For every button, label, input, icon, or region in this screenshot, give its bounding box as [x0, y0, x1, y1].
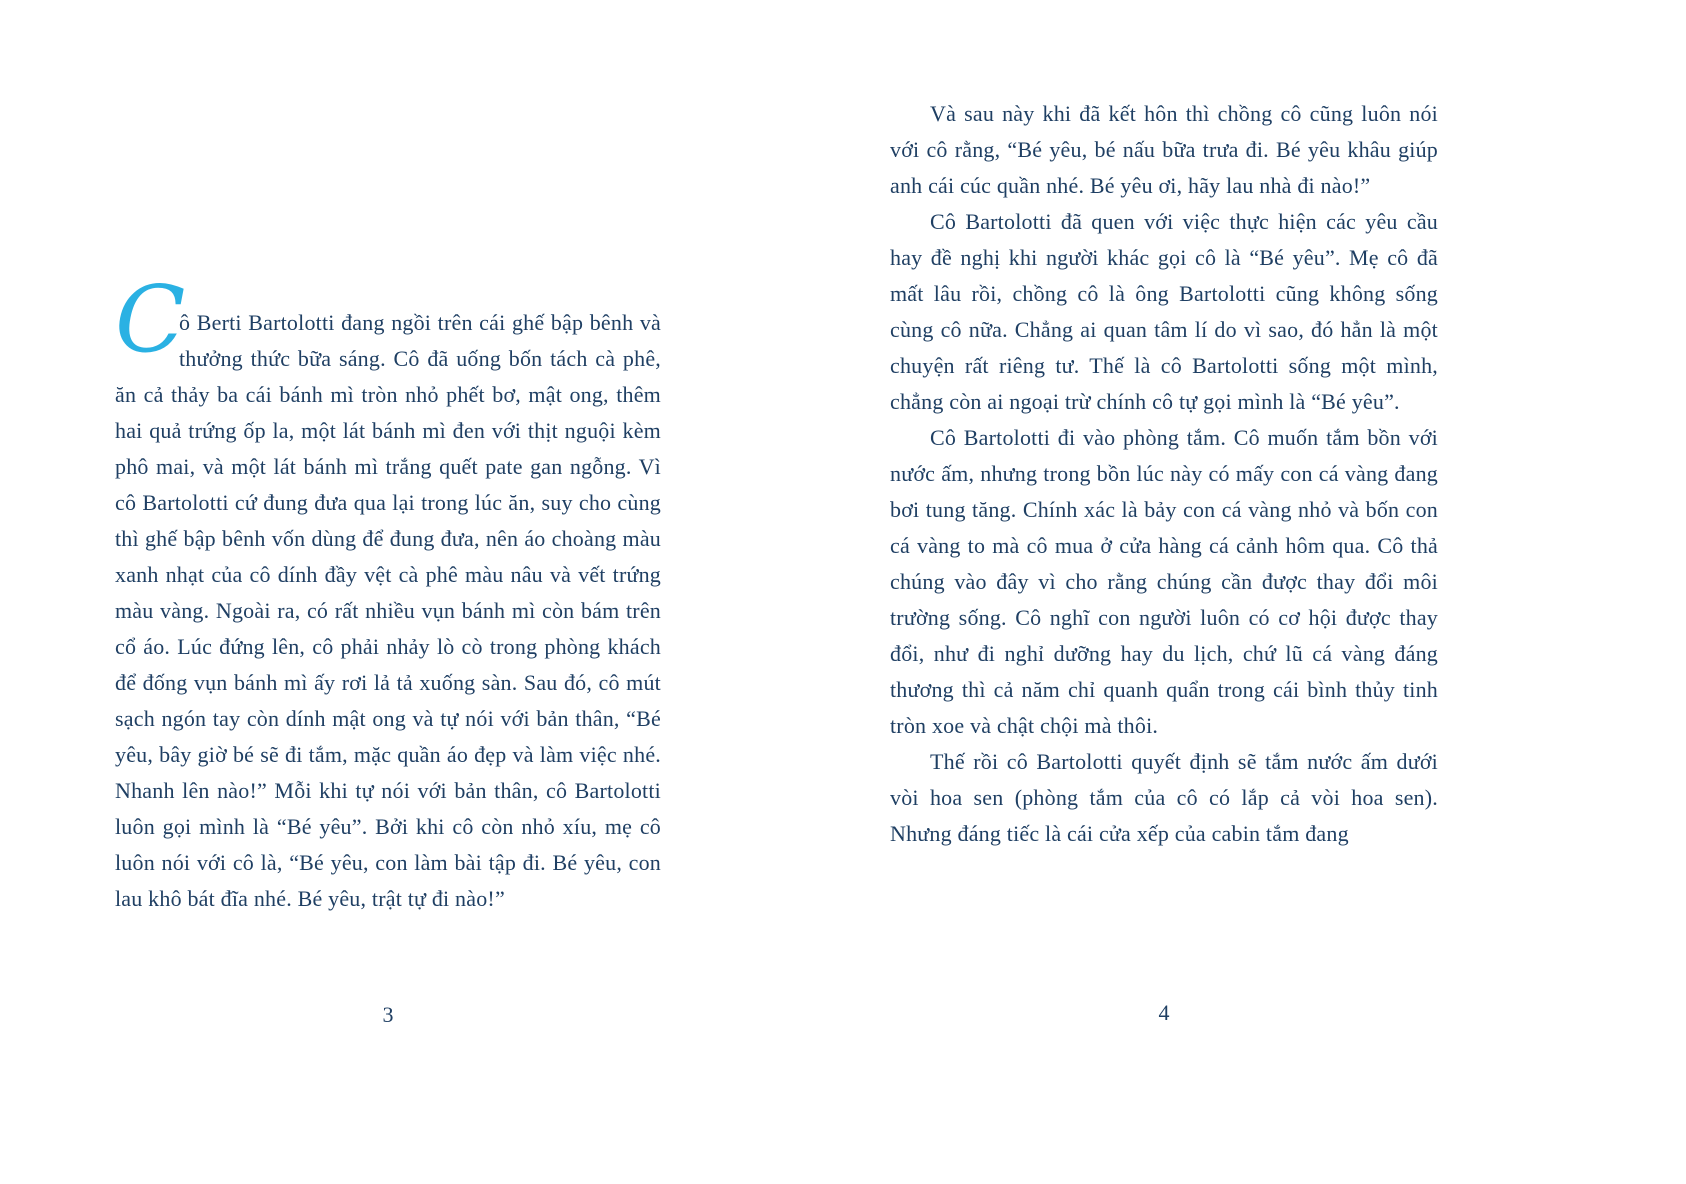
- drop-cap: C: [115, 266, 186, 373]
- paragraph: Cô Bartolotti đã quen với việc thực hiện các yêu cầu hay đề nghị khi người khác gọi cô là “Bé yêu”. Mẹ cô đã mất lâu rồi, chồng cô là ông Bartolotti cũng không sống cùng cô nữa. Chẳng ai quan tâm lí do vì sao, đó hẳn là một chuyện rất riêng tư. Thế là cô Bartolotti sống một mình, chẳng còn ai ngoại trừ chính cô tự gọi mình là “Bé yêu”.: [890, 209, 1438, 414]
- left-page: [115, 266, 661, 917]
- paragraph: Và sau này khi đã kết hôn thì chồng cô cũng luôn nói với cô rằng, “Bé yêu, bé nấu bữa trưa đi. Bé yêu khâu giúp anh cái cúc quần nhé. Bé yêu ơi, hãy lau nhà đi nào!”: [890, 101, 1438, 198]
- right-page: [890, 96, 1438, 852]
- paragraph: [115, 266, 661, 917]
- page-number-left: 3: [382, 1002, 394, 1027]
- paragraph-text: ô Berti Bartolotti đang ngồi trên cái ghế bập bênh và thưởng thức bữa sáng. Cô đã uống bốn tách cà phê, ăn cả thảy ba cái bánh mì tròn nhỏ phết bơ, mật ong, thêm hai quả trứng ốp la, một lát bánh mì đen với thịt nguội kèm phô mai, và một lát bánh mì trắng quết pate gan ngỗng. Vì cô Bartolotti cứ đung đưa qua lại trong lúc ăn, suy cho cùng thì ghế bập bênh vốn dùng để đung đưa, nên áo choàng màu xanh nhạt của cô dính đầy vệt cà phê màu nâu và vết trứng màu vàng. Ngoài ra, có rất nhiều vụn bánh mì còn bám trên cổ áo. Lúc đứng lên, cô phải nhảy lò cò trong phòng khách để đống vụn bánh mì ấy rơi lả tả xuống sàn. Sau đó, cô mút sạch ngón tay còn dính mật ong và tự nói với bản thân, “Bé yêu, bây giờ bé sẽ đi tắm, mặc quần áo đẹp và làm việc nhé. Nhanh lên nào!” Mỗi khi tự nói với bản thân, cô Bartolotti luôn gọi mình là “Bé yêu”. Bởi khi cô còn nhỏ xíu, mẹ cô luôn nói với cô là, “Bé yêu, con làm bài tập đi. Bé yêu, con lau khô bát đĩa nhé. Bé yêu, trật tự đi nào!”: [115, 310, 661, 911]
- paragraph: Thế rồi cô Bartolotti quyết định sẽ tắm nước ấm dưới vòi hoa sen (phòng tắm của cô có lắp cả vòi hoa sen). Nhưng đáng tiếc là cái cửa xếp của cabin tắm đang: [890, 749, 1438, 846]
- page-number-right: 4: [1158, 1000, 1170, 1025]
- paragraph: Cô Bartolotti đi vào phòng tắm. Cô muốn tắm bồn với nước ấm, nhưng trong bồn lúc này có mấy con cá vàng đang bơi tung tăng. Chính xác là bảy con cá vàng nhỏ và bốn con cá vàng to mà cô mua ở cửa hàng cá cảnh hôm qua. Cô thả chúng vào đây vì cho rằng chúng cần được thay đổi môi trường sống. Cô nghĩ con người luôn có cơ hội được thay đổi, như đi nghỉ dưỡng hay du lịch, chứ lũ cá vàng đáng thương thì cả năm chỉ quanh quẩn trong cái bình thủy tinh tròn xoe và chật chội mà thôi.: [890, 425, 1438, 738]
